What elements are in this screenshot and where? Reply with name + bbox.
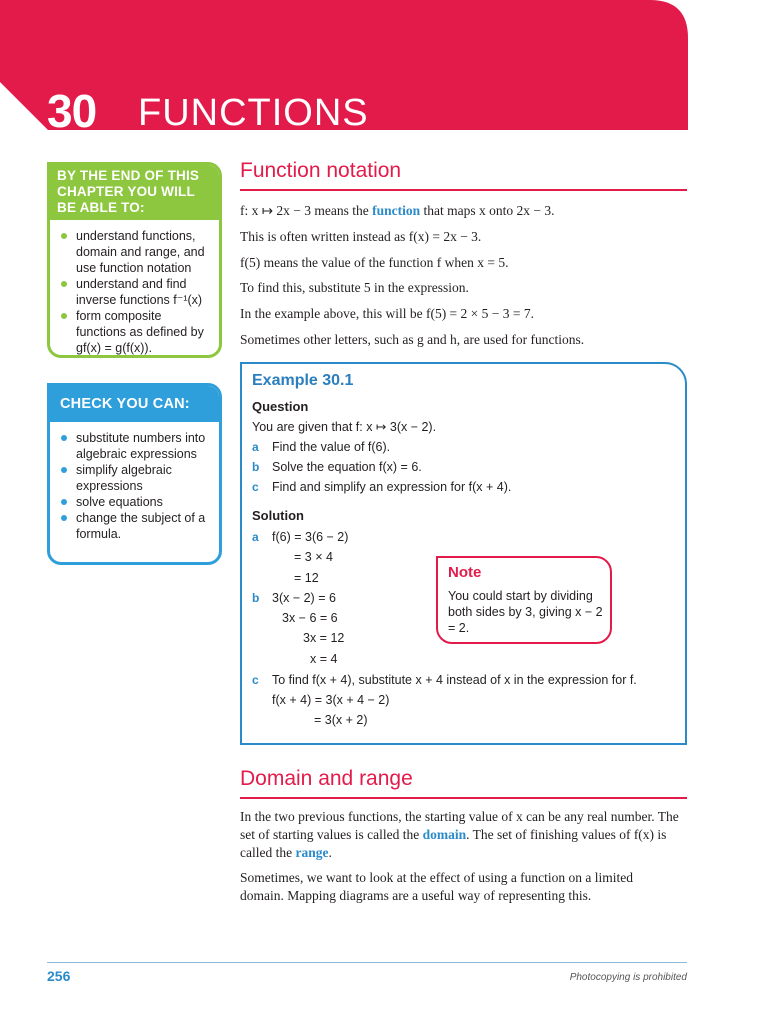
paragraph: In the two previous functions, the starting value of x can be any real number. The set of starting values is called the domain. The set of finishing values of f(x) is called the range. [240, 809, 679, 860]
note-title: Note [448, 564, 482, 581]
chapter-number: 30 [47, 85, 97, 137]
example-title: Example 30.1 [252, 372, 354, 389]
solution-label: Solution [252, 508, 304, 523]
list-item: substitute numbers into algebraic expressions [60, 430, 213, 462]
part-text: Solve the equation f(x) = 6. [272, 460, 422, 474]
check-list [50, 422, 219, 542]
list-item: form composite functions as defined by gf(x) = g(f(x)). [60, 308, 213, 356]
part-text: Find and simplify an expression for f(x + 4). [272, 480, 512, 494]
example-box [240, 362, 687, 745]
list-item: simplify algebraic expressions [60, 462, 213, 494]
solution-line: 3x − 6 = 6 [282, 611, 338, 625]
part-label: a [252, 440, 259, 454]
keyword-range: range [295, 845, 329, 860]
solution-line: = 12 [294, 571, 319, 585]
paragraph: Sometimes other letters, such as g and h, are used for functions. [240, 332, 585, 347]
paragraph: f(5) means the value of the function f when x = 5. [240, 255, 509, 270]
list-item: change the subject of a formula. [60, 510, 213, 542]
paragraph: This is often written instead as f(x) = 2x − 3. [240, 229, 482, 244]
list-item: understand functions, domain and range, and use function notation [60, 228, 213, 276]
solution-line: x = 4 [310, 652, 338, 666]
function-notation-heading: Function notation [240, 159, 402, 182]
footer-rule [47, 962, 687, 963]
check-you-can-box [47, 383, 222, 565]
note-body: You could start by dividing both sides by 3, giving x − 2 = 2. [448, 589, 603, 635]
chapter-title: FUNCTIONS [138, 92, 369, 134]
paragraph: To find this, substitute 5 in the expression. [240, 280, 469, 295]
paragraph: f: x ↦ 2x − 3 means the function that maps x onto 2x − 3. [240, 203, 555, 218]
keyword-function: function [372, 203, 421, 218]
solution-line: = 3 × 4 [294, 550, 333, 564]
paragraph: In the example above, this will be f(5) = 2 × 5 − 3 = 7. [240, 306, 535, 321]
objectives-list [50, 220, 219, 356]
copyright-notice: Photocopying is prohibited [569, 972, 687, 983]
question-label: Question [252, 399, 309, 414]
domain-range-heading: Domain and range [240, 767, 413, 790]
solution-line: f(6) = 3(6 − 2) [272, 530, 349, 544]
keyword-domain: domain [422, 827, 467, 842]
part-label: a [252, 530, 259, 544]
solution-line: To find f(x + 4), substitute x + 4 instead of x in the expression for f. [272, 673, 637, 687]
part-label: c [252, 480, 259, 494]
part-label: c [252, 673, 259, 687]
objectives-heading: BY THE END OF THIS CHAPTER YOU WILL BE ABLE TO: [50, 165, 219, 220]
part-text: Find the value of f(6). [272, 440, 391, 454]
list-item: understand and find inverse functions f⁻¹(x) [60, 276, 213, 308]
heading-rule [240, 797, 687, 799]
part-label: b [252, 460, 260, 474]
objectives-box [47, 162, 222, 358]
solution-line: 3(x − 2) = 6 [272, 591, 336, 605]
note-box [436, 556, 612, 644]
paragraph: Sometimes, we want to look at the effect of using a function on a limited domain. Mapping diagrams are a useful way of representing this. [240, 870, 634, 903]
solution-line: f(x + 4) = 3(x + 4 − 2) [272, 693, 390, 707]
check-heading: CHECK YOU CAN: [50, 386, 219, 422]
part-label: b [252, 591, 260, 605]
chapter-header-band [0, 0, 768, 135]
question-intro: You are given that f: x ↦ 3(x − 2). [252, 420, 437, 434]
page-number: 256 [47, 968, 71, 984]
solution-line: 3x = 12 [303, 631, 345, 645]
solution-line: = 3(x + 2) [314, 713, 368, 727]
list-item: solve equations [60, 494, 213, 510]
heading-rule [240, 189, 687, 191]
